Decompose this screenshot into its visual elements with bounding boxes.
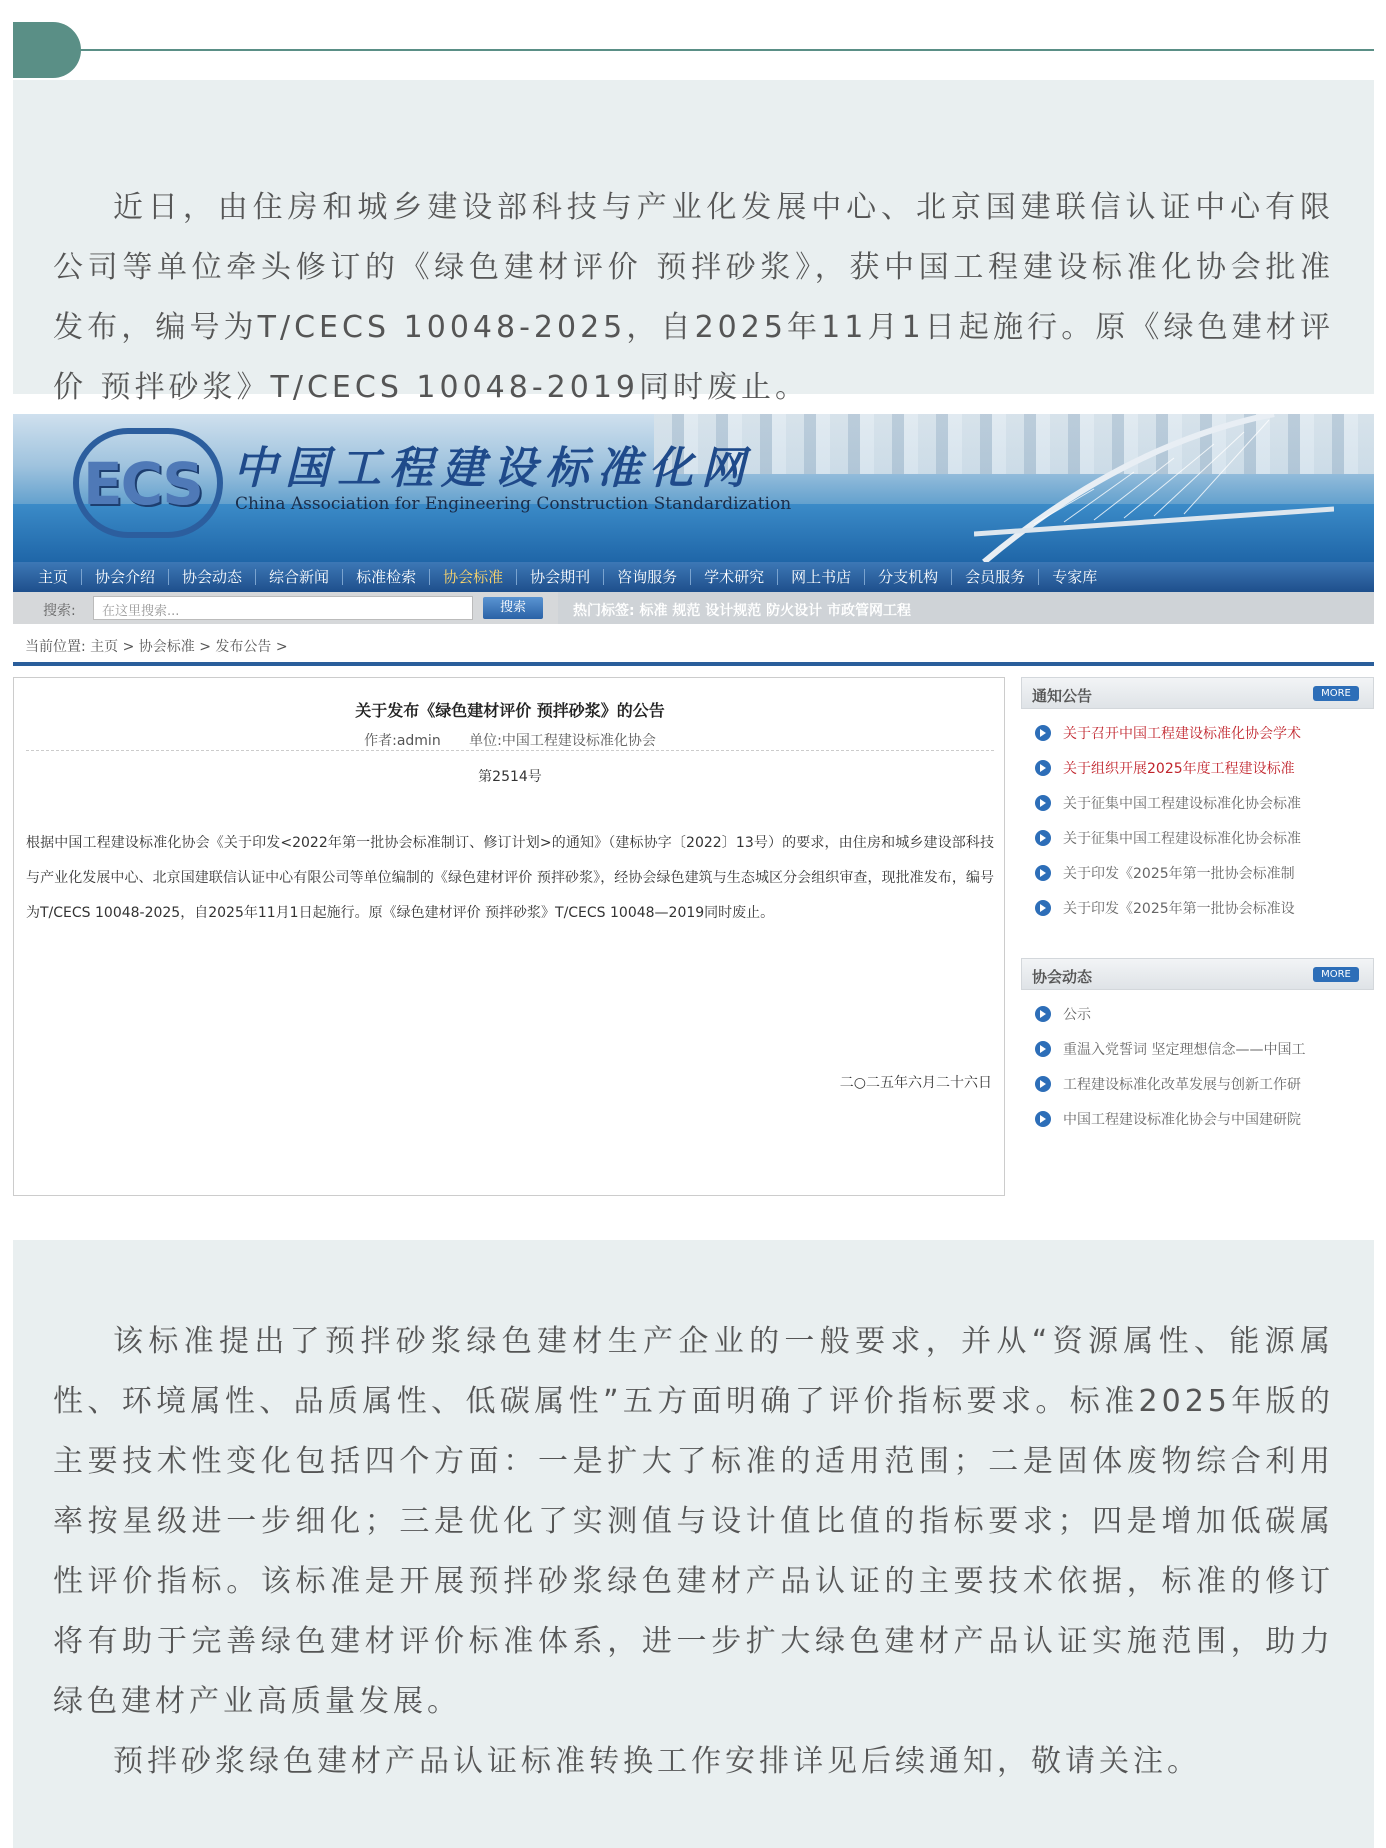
list-item-label: 关于印发《2025年第一批协会标准设 xyxy=(1063,900,1295,917)
top-decoration xyxy=(0,0,1386,80)
body-paragraph-1: 该标准提出了预拌砂浆绿色建材生产企业的一般要求，并从“资源属性、能源属性、环境属性、品质属性、低碳属性”五方面明确了评价指标要求。标准2025年版的主要技术性变化包括四个方面：一是扩大了标准的适用范围；二是固体废物综合利用率按星级进一步细化；三是优化了实测值与设计值比值的指标要求；四是增加低碳属性评价指标。该标准是开展预拌砂浆绿色建材产品认证的主要技术依据，标准的修订将有助于完善绿色建材评价标准体系，进一步扩大绿色建材产品认证实施范围，助力绿色建材产业高质量发展。 xyxy=(53,1324,1334,1719)
nav-item[interactable]: 标准检索 xyxy=(343,569,430,585)
notice-box-title: 通知公告 xyxy=(1032,687,1093,705)
arrow-circle-icon xyxy=(1035,1041,1051,1057)
search-label: 搜索: xyxy=(43,603,76,619)
arrow-circle-icon xyxy=(1035,795,1051,811)
embedded-screenshot xyxy=(13,414,1374,1224)
nav-item[interactable]: 学术研究 xyxy=(691,569,778,585)
body-paragraph-2: 预拌砂浆绿色建材产品认证标准转换工作安排详见后续通知，敬请关注。 xyxy=(113,1744,1201,1779)
arrow-circle-icon xyxy=(1035,865,1051,881)
list-item[interactable] xyxy=(1035,715,1374,750)
article-unit: 单位:中国工程建设标准化协会 xyxy=(469,733,656,749)
decorative-line xyxy=(60,49,1374,51)
nav-item[interactable]: 协会介绍 xyxy=(82,569,169,585)
arrow-circle-icon xyxy=(1035,725,1051,741)
article-date: 二○二五年六月二十六日 xyxy=(839,1075,992,1091)
list-item[interactable] xyxy=(1035,785,1374,820)
nav-item[interactable]: 分支机构 xyxy=(865,569,952,585)
intro-paragraph: 近日，由住房和城乡建设部科技与产业化发展中心、北京国建联信认证中心有限公司等单位牵头修订的《绿色建材评价 预拌砂浆》，获中国工程建设标准化协会批准发布，编号为T/CECS 10048-2025，自2025年11月1日起施行。原《绿色建材评价 预拌砂浆》T/CECS 10048-2019同时废止。 xyxy=(53,190,1334,405)
list-item-label: 关于召开中国工程建设标准化协会学术 xyxy=(1063,725,1301,742)
nav-item[interactable]: 会员服务 xyxy=(952,569,1039,585)
list-item[interactable] xyxy=(1035,1101,1374,1136)
site-banner xyxy=(13,414,1374,562)
site-subtitle: China Association for Engineering Construction Standardization xyxy=(235,494,792,514)
nav-item[interactable]: 协会动态 xyxy=(169,569,256,585)
list-item[interactable] xyxy=(1035,890,1374,925)
news-more-button[interactable]: MORE xyxy=(1313,967,1359,982)
site-title: 中国工程建设标准化网 xyxy=(233,443,753,494)
list-item[interactable] xyxy=(1035,996,1374,1031)
search-button[interactable]: 搜索 xyxy=(483,597,543,619)
list-item-label: 关于印发《2025年第一批协会标准制 xyxy=(1063,865,1295,882)
body-panel xyxy=(13,1240,1374,1848)
arrow-circle-icon xyxy=(1035,1006,1051,1022)
arrow-circle-icon xyxy=(1035,900,1051,916)
nav-item[interactable]: 协会期刊 xyxy=(517,569,604,585)
arrow-circle-icon xyxy=(1035,1111,1051,1127)
arrow-circle-icon xyxy=(1035,830,1051,846)
main-nav xyxy=(13,562,1374,592)
article-number: 第2514号 xyxy=(478,769,542,785)
arrow-circle-icon xyxy=(1035,1076,1051,1092)
news-box xyxy=(1021,958,1374,1228)
arrow-circle-icon xyxy=(1035,760,1051,776)
list-item[interactable] xyxy=(1035,1031,1374,1066)
breadcrumb-divider xyxy=(13,662,1374,666)
list-item-label: 重温入党誓词 坚定理想信念——中国工 xyxy=(1063,1041,1306,1058)
breadcrumb[interactable]: 当前位置: 主页 > 协会标准 > 发布公告 > xyxy=(25,639,288,655)
nav-item[interactable]: 主页 xyxy=(25,569,82,585)
nav-item[interactable]: 综合新闻 xyxy=(256,569,343,585)
article-author: 作者:admin xyxy=(364,733,441,749)
list-item[interactable] xyxy=(1035,855,1374,890)
article-title: 关于发布《绿色建材评价 预拌砂浆》的公告 xyxy=(355,701,665,720)
news-list xyxy=(1021,990,1374,1136)
nav-item[interactable]: 协会标准 xyxy=(430,569,517,585)
nav-item[interactable]: 咨询服务 xyxy=(604,569,691,585)
list-item-label: 工程建设标准化改革发展与创新工作研 xyxy=(1063,1076,1301,1093)
article-body: 根据中国工程建设标准化协会《关于印发<2022年第一批协会标准制订、修订计划>的通知》（建标协字〔2022〕13号）的要求，由住房和城乡建设部科技与产业化发展中心、北京国建联信认证中心有限公司等单位编制的《绿色建材评价 预拌砂浆》，经协会绿色建筑与生态城区分会组织审查，现批准发布，编号为T/CECS 10048-2025，自2025年11月1日起施行。原《绿色建材评价 预拌砂浆》T/CECS 10048—2019同时废止。 xyxy=(26,835,994,921)
hot-tags[interactable]: 热门标签: 标准 规范 设计规范 防火设计 市政管网工程 xyxy=(573,603,911,619)
bridge-graphic xyxy=(974,414,1334,562)
list-item-label: 关于征集中国工程建设标准化协会标准 xyxy=(1063,830,1301,847)
list-item-label: 关于征集中国工程建设标准化协会标准 xyxy=(1063,795,1301,812)
search-input[interactable]: 在这里搜索... xyxy=(93,596,473,620)
notice-box-header xyxy=(1021,677,1374,709)
ecs-logo[interactable] xyxy=(73,428,223,538)
intro-panel xyxy=(13,80,1374,405)
logo-text: ECS xyxy=(83,450,203,518)
list-item[interactable] xyxy=(1035,820,1374,855)
list-item[interactable] xyxy=(1035,750,1374,785)
list-item-label: 公示 xyxy=(1063,1006,1091,1023)
notice-more-button[interactable]: MORE xyxy=(1313,686,1359,701)
list-item[interactable] xyxy=(1035,1066,1374,1101)
announcement-article xyxy=(13,677,1005,1196)
nav-item[interactable]: 专家库 xyxy=(1052,568,1098,586)
nav-item[interactable]: 网上书店 xyxy=(778,569,865,585)
list-item-label: 关于组织开展2025年度工程建设标准 xyxy=(1063,760,1295,777)
notice-box xyxy=(1021,677,1374,947)
search-bar xyxy=(13,592,1374,624)
article-divider xyxy=(26,750,994,751)
article-meta xyxy=(14,730,1006,750)
news-box-header xyxy=(1021,958,1374,990)
notice-list xyxy=(1021,709,1374,925)
list-item-label: 中国工程建设标准化协会与中国建研院 xyxy=(1063,1111,1301,1128)
news-box-title: 协会动态 xyxy=(1032,968,1093,986)
